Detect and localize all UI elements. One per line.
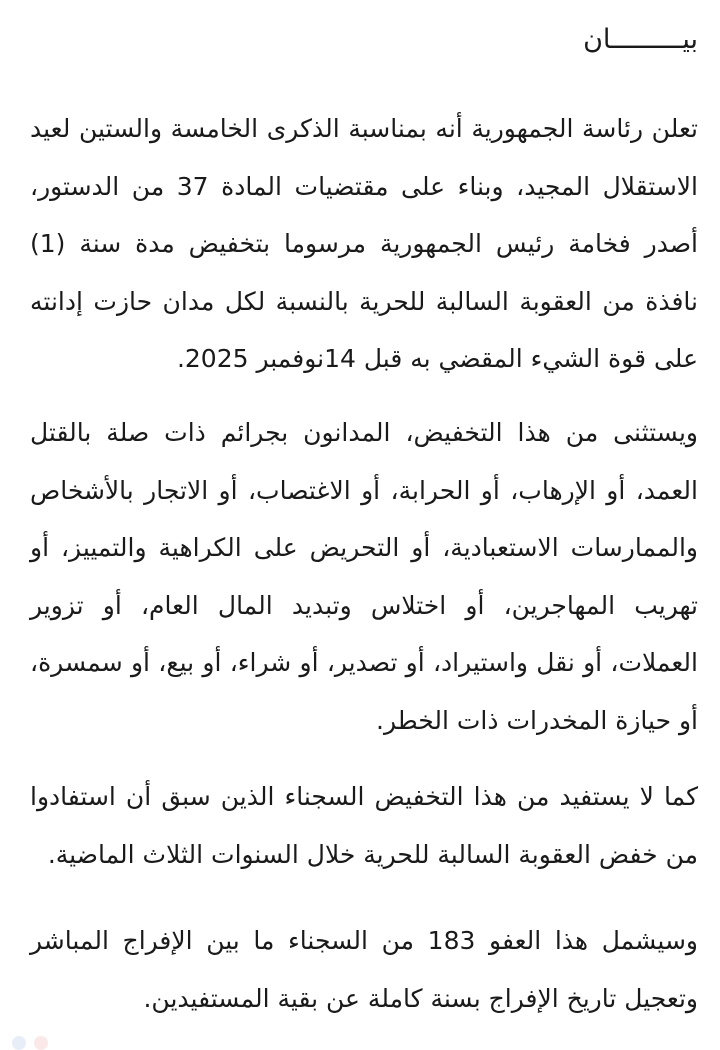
paragraph-line: نافذة من العقوبة السالبة للحرية بالنسبة لكل مدان حازت إدانته <box>30 286 698 316</box>
paragraph-announcement <box>30 100 698 388</box>
partial-reaction-icon <box>12 1036 26 1050</box>
paragraph-line: تهريب المهاجرين، أو اختلاس وتبديد المال العام، أو تزوير <box>30 590 698 620</box>
paragraph-line: أصدر فخامة رئيس الجمهورية مرسوما بتخفيض مدة سنة (1) <box>30 229 698 258</box>
paragraph-line: العملات، أو نقل واستيراد، أو تصدير، أو شراء، أو بيع، أو سمسرة، <box>30 648 698 677</box>
paragraph-line: ويستثنى من هذا التخفيض، المدانون بجرائم ذات صلة بالقتل <box>30 418 698 447</box>
paragraph-line: والممارسات الاستعبادية، أو التحريض على الكراهية والتمييز، أو <box>30 533 698 562</box>
statement-title: بيـــــــــان <box>583 24 698 55</box>
paragraph-line: العمد، أو الإرهاب، أو الحرابة، أو الاغتصاب، أو الاتجار بالأشخاص <box>30 475 698 505</box>
paragraph-line: وتعجيل تاريخ الإفراج بسنة كاملة عن بقية المستفيدين. <box>143 983 698 1013</box>
bottom-edge <box>0 1032 720 1044</box>
paragraph-exclusions <box>30 404 698 749</box>
paragraph-line: على قوة الشيء المقضي به قبل 14نوفمبر 2025. <box>176 344 698 373</box>
paragraph-prior-beneficiaries <box>30 768 698 883</box>
paragraph-line: أو حيازة المخدرات ذات الخطر. <box>376 705 698 735</box>
partial-reaction-icon <box>34 1036 48 1050</box>
paragraph-line: من خفض العقوبة السالبة للحرية خلال السنوات الثلاث الماضية. <box>47 839 698 869</box>
paragraph-line: تعلن رئاسة الجمهورية أنه بمناسبة الذكرى الخامسة والستين لعيد <box>30 114 698 143</box>
paragraph-line: وسيشمل هذا العفو 183 من السجناء ما بين الإفراج المباشر <box>30 926 698 955</box>
paragraph-line: كما لا يستفيد من هذا التخفيض السجناء الذين سبق أن استفادوا <box>30 782 698 811</box>
paragraph-line: الاستقلال المجيد، وبناء على مقتضيات المادة 37 من الدستور، <box>30 171 698 201</box>
paragraph-pardon-scope <box>30 912 698 1027</box>
